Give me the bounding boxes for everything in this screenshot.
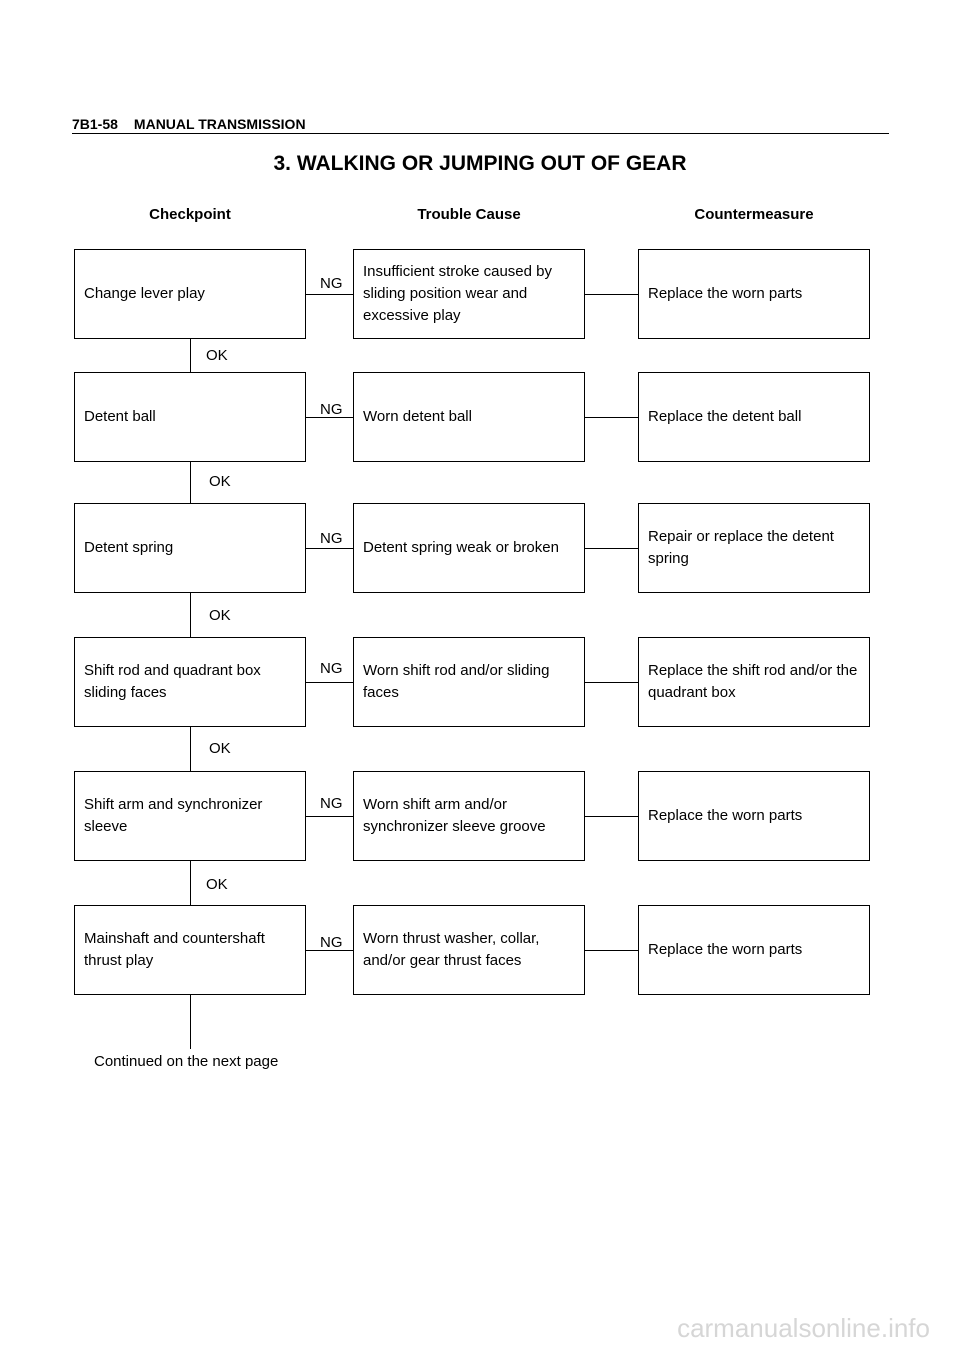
ng-label: NG [320,934,343,951]
column-header-checkpoint: Checkpoint [149,206,231,223]
checkpoint-box: Shift arm and synchronizer sleeve [74,771,306,861]
header-rule [72,133,889,134]
continuation-line [190,995,191,1049]
ng-connector [306,548,353,549]
page-number: 7B1-58 [72,116,118,132]
ng-label: NG [320,275,343,292]
column-header-trouble-cause: Trouble Cause [417,206,521,223]
checkpoint-box: Shift rod and quadrant box sliding faces [74,637,306,727]
countermeasure-box: Replace the worn parts [638,905,870,995]
checkpoint-box: Detent ball [74,372,306,462]
ok-connector [190,861,191,905]
ng-label: NG [320,795,343,812]
countermeasure-connector [585,816,638,817]
page-title: 3. WALKING OR JUMPING OUT OF GEAR [273,152,687,175]
countermeasure-box: Replace the detent ball [638,372,870,462]
ng-connector [306,294,353,295]
trouble-cause-box: Insufficient stroke caused by sliding position wear and excessive play [353,249,585,339]
trouble-cause-box: Worn shift rod and/or sliding faces [353,637,585,727]
countermeasure-box: Replace the worn parts [638,771,870,861]
ok-label: OK [206,347,228,364]
ng-label: NG [320,530,343,547]
checkpoint-box: Mainshaft and countershaft thrust play [74,905,306,995]
countermeasure-box: Repair or replace the detent spring [638,503,870,593]
countermeasure-connector [585,950,638,951]
ok-connector [190,339,191,372]
countermeasure-box: Replace the shift rod and/or the quadrant box [638,637,870,727]
countermeasure-connector [585,294,638,295]
trouble-cause-box: Worn shift arm and/or synchronizer sleeve groove [353,771,585,861]
ok-connector [190,462,191,503]
ok-label: OK [206,876,228,893]
countermeasure-box: Replace the worn parts [638,249,870,339]
countermeasure-connector [585,417,638,418]
checkpoint-box: Change lever play [74,249,306,339]
trouble-cause-box: Worn thrust washer, collar, and/or gear thrust faces [353,905,585,995]
page-header [72,116,306,132]
ok-label: OK [209,473,231,490]
section-title: MANUAL TRANSMISSION [133,116,306,132]
ng-connector [306,816,353,817]
ng-connector [306,682,353,683]
column-header-countermeasure: Countermeasure [694,206,814,223]
countermeasure-connector [585,548,638,549]
ng-label: NG [320,401,343,418]
trouble-cause-box: Detent spring weak or broken [353,503,585,593]
ng-label: NG [320,660,343,677]
footer-note: Continued on the next page [94,1053,279,1070]
ok-connector [190,727,191,771]
trouble-cause-box: Worn detent ball [353,372,585,462]
countermeasure-connector [585,682,638,683]
watermark: carmanualsonline.info [677,1313,930,1343]
ok-label: OK [209,740,231,757]
ok-connector [190,593,191,637]
ok-label: OK [209,607,231,624]
checkpoint-box: Detent spring [74,503,306,593]
